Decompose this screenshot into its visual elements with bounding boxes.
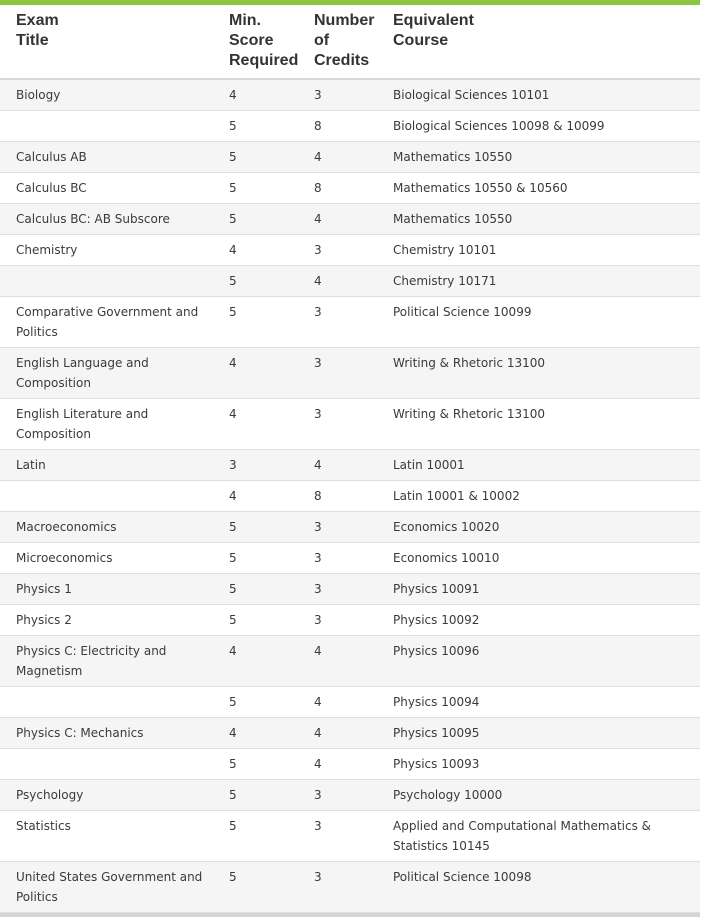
ap-credit-table — [0, 5, 700, 913]
min-score-cell: 5 — [213, 862, 298, 913]
table-row — [0, 173, 700, 204]
table-row — [0, 204, 700, 235]
equivalent-course-cell: Political Science 10098 — [377, 862, 700, 913]
header-equivalent-course — [377, 5, 700, 79]
table-row — [0, 718, 700, 749]
header-course-line-1: Equivalent — [393, 12, 474, 29]
table-row — [0, 399, 700, 450]
table-row — [0, 142, 700, 173]
equivalent-course-cell: Writing & Rhetoric 13100 — [377, 348, 700, 399]
table-row — [0, 780, 700, 811]
exam-title-cell: Physics C: Mechanics — [0, 718, 213, 749]
equivalent-course-cell: Latin 10001 & 10002 — [377, 481, 700, 512]
equivalent-course-cell: Biological Sciences 10101 — [377, 79, 700, 111]
table-body — [0, 79, 700, 913]
equivalent-course-cell: Writing & Rhetoric 13100 — [377, 399, 700, 450]
min-score-cell: 5 — [213, 605, 298, 636]
table-row — [0, 636, 700, 687]
header-score-line-3: Required — [229, 52, 299, 69]
exam-title-cell: English Language and Composition — [0, 348, 213, 399]
equivalent-course-cell: Physics 10092 — [377, 605, 700, 636]
equivalent-course-cell: Applied and Computational Mathematics & Statistics 10145 — [377, 811, 700, 862]
table-row — [0, 235, 700, 266]
table-row — [0, 512, 700, 543]
header-exam-line-2: Title — [16, 32, 49, 49]
equivalent-course-cell: Chemistry 10171 — [377, 266, 700, 297]
exam-title-cell: Comparative Government and Politics — [0, 297, 213, 348]
min-score-cell: 4 — [213, 399, 298, 450]
credits-cell: 4 — [298, 636, 377, 687]
exam-title-cell — [0, 481, 213, 512]
header-row — [0, 5, 700, 79]
exam-title-cell — [0, 749, 213, 780]
equivalent-course-cell: Chemistry 10101 — [377, 235, 700, 266]
equivalent-course-cell: Psychology 10000 — [377, 780, 700, 811]
min-score-cell: 5 — [213, 543, 298, 574]
equivalent-course-cell: Economics 10010 — [377, 543, 700, 574]
min-score-cell: 5 — [213, 512, 298, 543]
credits-cell: 3 — [298, 574, 377, 605]
credits-cell: 8 — [298, 481, 377, 512]
table-row — [0, 297, 700, 348]
min-score-cell: 5 — [213, 266, 298, 297]
equivalent-course-cell: Latin 10001 — [377, 450, 700, 481]
header-credits-line-2: of — [314, 32, 330, 49]
credits-cell: 3 — [298, 512, 377, 543]
exam-title-cell: Physics 2 — [0, 605, 213, 636]
equivalent-course-cell: Mathematics 10550 — [377, 204, 700, 235]
exam-title-cell: Calculus AB — [0, 142, 213, 173]
credits-cell: 4 — [298, 450, 377, 481]
equivalent-course-cell: Economics 10020 — [377, 512, 700, 543]
credits-cell: 3 — [298, 605, 377, 636]
credits-cell: 3 — [298, 235, 377, 266]
credits-cell: 3 — [298, 543, 377, 574]
equivalent-course-cell: Mathematics 10550 & 10560 — [377, 173, 700, 204]
table-row — [0, 543, 700, 574]
header-course-line-2: Course — [393, 32, 449, 49]
table-row — [0, 266, 700, 297]
credits-cell: 3 — [298, 79, 377, 111]
exam-title-cell: Biology — [0, 79, 213, 111]
table-row — [0, 811, 700, 862]
exam-title-cell: Calculus BC: AB Subscore — [0, 204, 213, 235]
credits-cell: 8 — [298, 111, 377, 142]
table-row — [0, 687, 700, 718]
min-score-cell: 5 — [213, 204, 298, 235]
equivalent-course-cell: Physics 10096 — [377, 636, 700, 687]
exam-title-cell: United States Government and Politics — [0, 862, 213, 913]
exam-title-cell: Psychology — [0, 780, 213, 811]
credits-cell: 4 — [298, 749, 377, 780]
min-score-cell: 4 — [213, 481, 298, 512]
credits-cell: 4 — [298, 718, 377, 749]
exam-title-cell: Macroeconomics — [0, 512, 213, 543]
header-credits — [298, 5, 377, 79]
table-row — [0, 111, 700, 142]
exam-title-cell — [0, 266, 213, 297]
equivalent-course-cell: Biological Sciences 10098 & 10099 — [377, 111, 700, 142]
min-score-cell: 4 — [213, 235, 298, 266]
header-exam-title — [0, 5, 213, 79]
min-score-cell: 5 — [213, 749, 298, 780]
min-score-cell: 5 — [213, 780, 298, 811]
table-row — [0, 450, 700, 481]
credits-cell: 3 — [298, 811, 377, 862]
exam-title-cell: Physics C: Electricity and Magnetism — [0, 636, 213, 687]
table-row — [0, 574, 700, 605]
equivalent-course-cell: Political Science 10099 — [377, 297, 700, 348]
min-score-cell: 4 — [213, 718, 298, 749]
header-min-score — [213, 5, 298, 79]
exam-title-cell: Chemistry — [0, 235, 213, 266]
min-score-cell: 5 — [213, 173, 298, 204]
exam-title-cell: Calculus BC — [0, 173, 213, 204]
table-row — [0, 749, 700, 780]
equivalent-course-cell: Physics 10091 — [377, 574, 700, 605]
header-score-line-2: Score — [229, 32, 274, 49]
min-score-cell: 5 — [213, 811, 298, 862]
table-row — [0, 79, 700, 111]
exam-title-cell: Physics 1 — [0, 574, 213, 605]
credits-cell: 3 — [298, 297, 377, 348]
min-score-cell: 5 — [213, 111, 298, 142]
exam-title-cell: Microeconomics — [0, 543, 213, 574]
credits-cell: 4 — [298, 142, 377, 173]
exam-title-cell — [0, 111, 213, 142]
header-exam-line-1: Exam — [16, 12, 59, 29]
min-score-cell: 4 — [213, 79, 298, 111]
min-score-cell: 4 — [213, 348, 298, 399]
min-score-cell: 5 — [213, 297, 298, 348]
equivalent-course-cell: Mathematics 10550 — [377, 142, 700, 173]
equivalent-course-cell: Physics 10094 — [377, 687, 700, 718]
credits-cell: 8 — [298, 173, 377, 204]
table-row — [0, 348, 700, 399]
table-header — [0, 5, 700, 79]
credits-cell: 3 — [298, 399, 377, 450]
credits-cell: 3 — [298, 862, 377, 913]
credits-cell: 3 — [298, 348, 377, 399]
exam-title-cell: Statistics — [0, 811, 213, 862]
min-score-cell: 5 — [213, 574, 298, 605]
exam-title-cell — [0, 687, 213, 718]
min-score-cell: 5 — [213, 142, 298, 173]
equivalent-course-cell: Physics 10093 — [377, 749, 700, 780]
table-row — [0, 605, 700, 636]
equivalent-course-cell: Physics 10095 — [377, 718, 700, 749]
credits-cell: 4 — [298, 266, 377, 297]
exam-title-cell: English Literature and Composition — [0, 399, 213, 450]
credits-cell: 3 — [298, 780, 377, 811]
header-credits-line-3: Credits — [314, 52, 370, 69]
min-score-cell: 4 — [213, 636, 298, 687]
credits-cell: 4 — [298, 204, 377, 235]
min-score-cell: 5 — [213, 687, 298, 718]
table-row — [0, 481, 700, 512]
exam-title-cell: Latin — [0, 450, 213, 481]
min-score-cell: 3 — [213, 450, 298, 481]
header-score-line-1: Min. — [229, 12, 261, 29]
credits-cell: 4 — [298, 687, 377, 718]
table-row — [0, 862, 700, 913]
header-credits-line-1: Number — [314, 12, 375, 29]
